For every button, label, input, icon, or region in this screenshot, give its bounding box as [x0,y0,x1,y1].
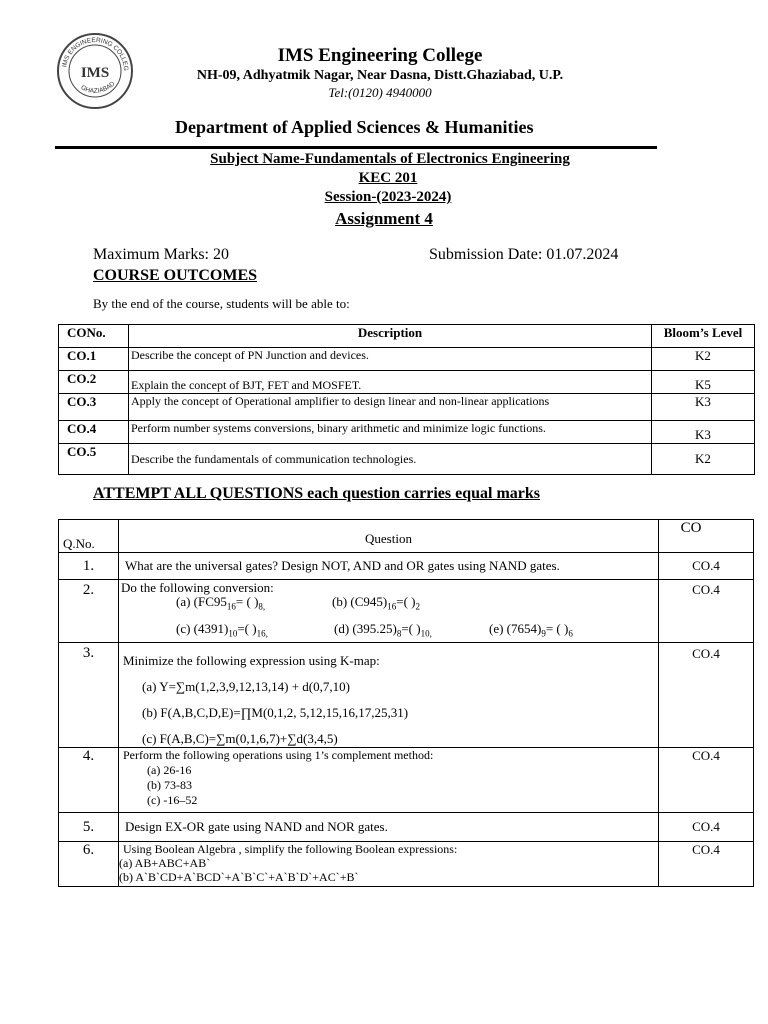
conversion-c-target: 16, [256,628,268,639]
kmap-b: (b) F(A,B,C,D,E)=∏M(0,1,2, 5,12,15,16,17,25,31) [142,705,409,720]
table-row [59,371,755,394]
header-question: Question [119,520,659,553]
question-co: CO.4 [659,580,754,643]
question-number: 1. [59,553,119,580]
table-header-row [59,325,755,348]
question-body [119,748,659,813]
conversion-e-tail: = ( ) [545,621,569,636]
question-text: Perform the following operations using 1’s complement method: [123,748,434,762]
co-description: Describe the fundamentals of communication technologies. [129,444,652,475]
college-address: NH-09, Adhyatmik Nagar, Near Dasna, Distt.Ghaziabad, U.P. [196,68,564,83]
table-header-row [59,520,754,553]
question-row [59,643,754,748]
question-number: 3. [59,643,119,748]
question-body [119,643,659,748]
questions-table [58,519,754,887]
conversion-d-tail: =( ) [401,621,421,636]
co-number: CO.4 [59,421,129,444]
header-cono: CONo. [59,325,129,348]
table-row [59,421,755,444]
co-level: K3 [652,421,755,444]
op-c: (c) -16–52 [147,793,198,807]
conversion-e [489,621,573,639]
op-b: (b) 73-83 [147,778,192,792]
logo-top-text: IMS ENGINEERING COLLEG [61,36,130,72]
co-number: CO.5 [59,444,129,475]
question-row [59,553,754,580]
logo-center-text: IMS [80,65,110,81]
question-text: Using Boolean Algebra , simplify the following Boolean expressions: [123,842,458,856]
logo-bottom-text: GHAZIABAD [79,80,117,95]
co-description: Apply the concept of Operational amplifier to design linear and non-linear applications [129,394,652,421]
conversion-b-text: (b) (C945) [332,594,388,609]
co-number: CO.1 [59,348,129,371]
conversion-a-text: (a) (FC95 [176,594,227,609]
co-description: Perform number systems conversions, binary arithmetic and minimize logic functions. [129,421,652,444]
question-co: CO.4 [659,748,754,813]
table-row [59,348,755,371]
submission-date: Submission Date: 01.07.2024 [429,246,619,263]
conversion-a [176,594,265,612]
kmap-c: (c) F(A,B,C)=∑m(0,1,6,7)+∑d(3,4,5) [142,731,338,746]
conversion-d-text: (d) (395.25) [334,621,397,636]
question-text: Design EX-OR gate using NAND and NOR gates. [119,813,659,842]
college-tel: Tel:(0120) 4940000 [328,85,432,100]
conversion-c-tail: =( ) [237,621,257,636]
conversion-e-base: 9 [541,628,546,639]
question-number: 6. [59,842,119,887]
question-text: Do the following conversion: [121,580,274,595]
session: Session-(2023-2024) [324,189,452,205]
question-row [59,813,754,842]
co-description: Explain the concept of BJT, FET and MOSFET. [129,371,652,394]
co-number: CO.2 [59,371,129,394]
conversion-e-text: (e) (7654) [489,621,542,636]
question-text: Minimize the following expression using K-map: [123,653,380,668]
question-co: CO.4 [659,842,754,887]
subject-name: Subject Name-Fundamentals of Electronics Engineering [210,151,570,167]
course-outcomes-table [58,324,755,475]
conversion-d [334,621,432,639]
assignment-title: Assignment 4 [335,209,433,228]
conversion-b [332,594,420,612]
co-level: K2 [652,444,755,475]
conversion-c [176,621,268,639]
conversion-b-tail: =( ) [396,594,416,609]
question-body [119,842,659,887]
conversion-d-base: 8 [396,628,402,639]
conversion-c-text: (c) (4391) [176,621,229,636]
college-name: IMS Engineering College [277,45,483,66]
course-outcomes-heading: COURSE OUTCOMES [93,267,258,284]
header-qno: Q.No. [59,520,119,553]
conversion-a-tail: = ( ) [235,594,259,609]
conversion-b-target: 2 [415,601,420,612]
question-row [59,748,754,813]
question-row [59,842,754,887]
header-blooms-level: Bloom’s Level [652,325,755,348]
table-row [59,444,755,475]
co-level: K2 [652,348,755,371]
question-co: CO.4 [659,813,754,842]
question-co: CO.4 [659,643,754,748]
boolean-b: (b) A`B`CD+A`BCD`+A`B`C`+A`B`D`+AC`+B` [119,870,359,884]
max-marks: Maximum Marks: 20 [93,246,229,263]
table-row [59,394,755,421]
co-description: Describe the concept of PN Junction and devices. [129,348,652,371]
question-body [119,580,659,643]
header-description: Description [129,325,652,348]
question-number: 5. [59,813,119,842]
question-number: 4. [59,748,119,813]
kmap-a: (a) Y=∑m(1,2,3,9,12,13,14) + d(0,7,10) [142,679,350,694]
co-level: K5 [652,371,755,394]
header-divider [55,146,657,149]
header-co: CO [659,520,754,553]
course-outcomes-intro: By the end of the course, students will be able to: [93,296,350,311]
question-text: What are the universal gates? Design NOT, AND and OR gates using NAND gates. [119,553,659,580]
question-row [59,580,754,643]
question-co: CO.4 [659,553,754,580]
questions-heading: ATTEMPT ALL QUESTIONS each question carries equal marks [93,485,541,502]
conversion-e-target: 6 [568,628,573,639]
conversion-b-base: 16 [387,601,397,612]
conversion-a-base: 16 [226,601,236,612]
co-level: K3 [652,394,755,421]
subject-code: KEC 201 [358,170,418,186]
co-number: CO.3 [59,394,129,421]
question-number: 2. [59,580,119,643]
op-a: (a) 26-16 [147,763,192,777]
boolean-a: (a) AB+ABC+AB` [119,856,211,870]
conversion-c-base: 10 [228,628,238,639]
conversion-a-target: 8, [258,601,266,612]
department-title: Department of Applied Sciences & Humanities [175,117,534,137]
conversion-d-target: 10, [420,628,432,639]
